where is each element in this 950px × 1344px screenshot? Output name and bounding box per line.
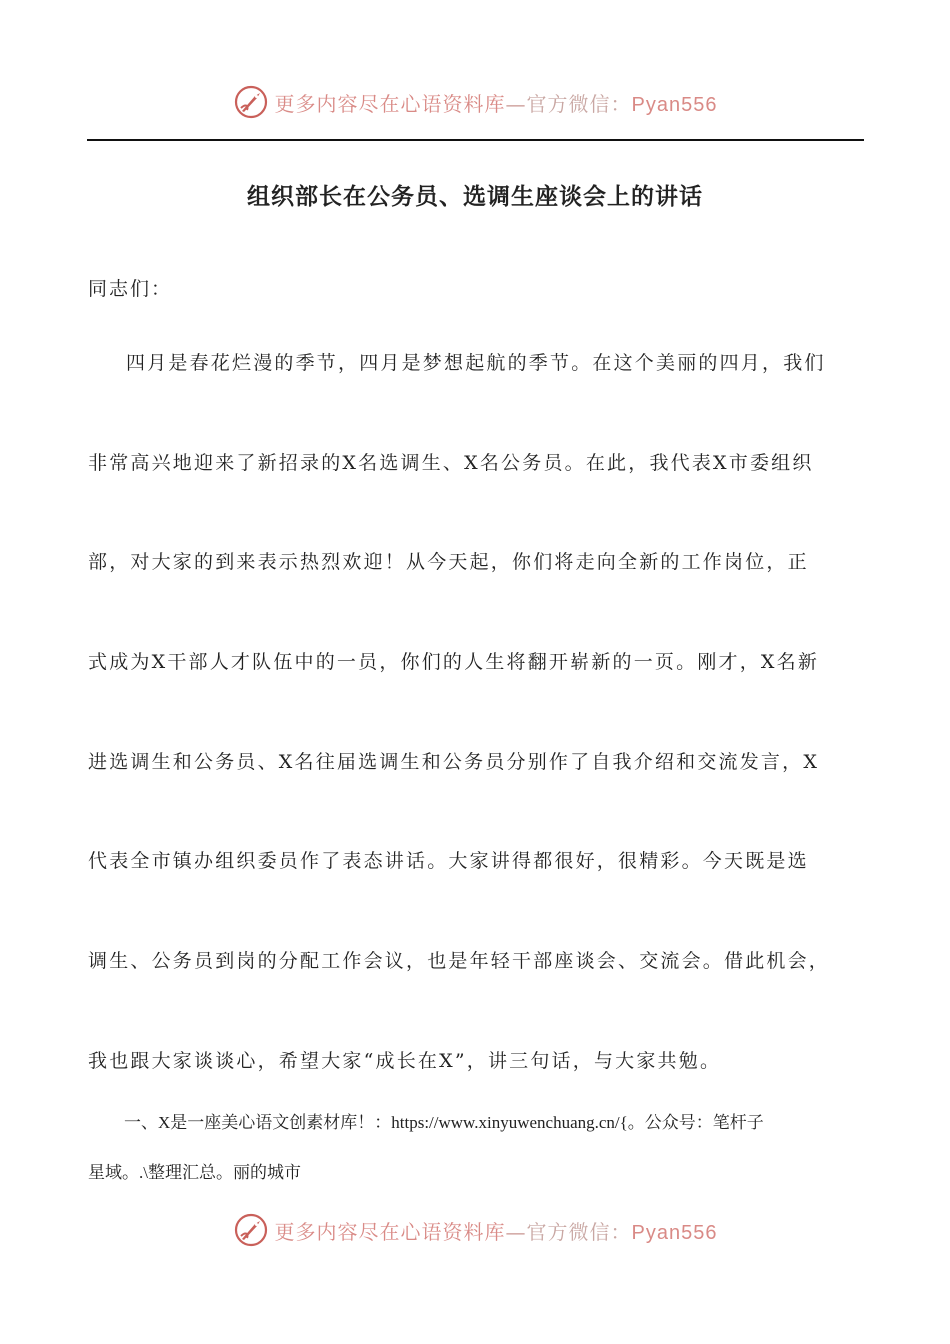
banner-wechat-label: 官方微信： [526, 1219, 632, 1244]
paragraph-line: 部，对大家的到来表示热烈欢迎！从今天起，你们将走向全新的工作岗位，正 [88, 551, 809, 573]
paragraph-line: 我也跟大家谈谈心，希望大家“成长在X”，讲三句话，与大家共勉。 [88, 1050, 722, 1072]
document-title: 组织部长在公务员、选调生座谈会上的讲话 [247, 184, 703, 210]
banner-text [275, 88, 718, 117]
paragraph-line: 调生、公务员到岗的分配工作会议，也是年轻干部座谈会、交流会。借此机会， [88, 950, 831, 972]
paragraph-line: 代表全市镇办组织委员作了表态讲话。大家讲得都很好，很精彩。今天既是选 [88, 850, 809, 872]
paragraph-line: 一、X是一座美心语文创素材库！：https://www.xinyuwenchuang.cn/{。公众号：笔杆子 [124, 1113, 764, 1132]
banner-separator: — [505, 91, 527, 116]
banner-wechat-id: Pyan556 [631, 93, 718, 116]
paragraph-line: 四月是春花烂漫的季节，四月是梦想起航的季节。在这个美丽的四月，我们 [126, 352, 826, 374]
banner-main-text: 更多内容尽在心语资料库 [274, 91, 506, 116]
banner-wechat-label: 官方微信： [526, 91, 632, 116]
paragraph-line: 星域。.\整理汇总。丽的城市 [88, 1163, 301, 1182]
header-banner [0, 82, 950, 122]
header-divider [87, 139, 864, 141]
pen-nib-circle-icon [233, 84, 269, 120]
paragraph-line: 非常高兴地迎来了新招录的X名选调生、X名公务员。在此，我代表X市委组织 [88, 452, 814, 474]
salutation: 同志们： [88, 278, 173, 300]
pen-nib-circle-icon [233, 1212, 269, 1248]
banner-text [275, 1216, 718, 1245]
banner-separator: — [505, 1219, 527, 1244]
footer-banner [0, 1210, 950, 1250]
banner-wechat-id: Pyan556 [631, 1221, 718, 1244]
banner-main-text: 更多内容尽在心语资料库 [274, 1219, 506, 1244]
paragraph-line: 进选调生和公务员、X名往届选调生和公务员分别作了自我介绍和交流发言，X [88, 751, 820, 773]
paragraph-line: 式成为X干部人才队伍中的一员，你们的人生将翻开崭新的一页。刚才，X名新 [88, 651, 820, 673]
